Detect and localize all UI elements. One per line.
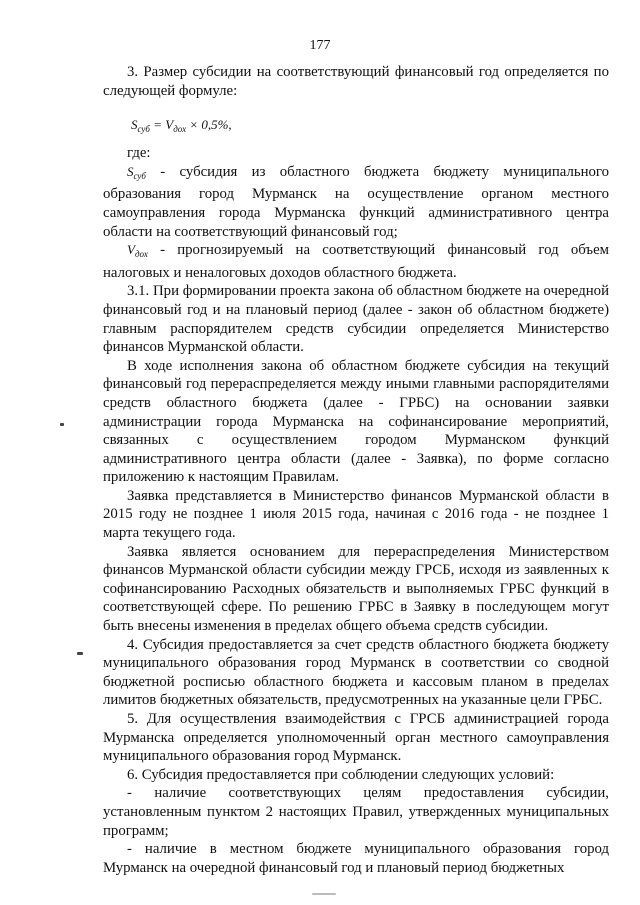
def-v-subscript: дох — [134, 249, 148, 260]
def-v-text: - прогнозируемый на соответствующий финансовый год объем налоговых и неналоговых доходов областного бюджета. — [103, 242, 609, 281]
document-body — [103, 63, 609, 877]
formula-s-symbol: S — [131, 117, 138, 133]
condition-2: - наличие в местном бюджете муниципального образования город Мурманск на очередной финансовый год и плановый период бюджетных — [103, 841, 609, 876]
paragraph-3: 3. Размер субсидии на соответствующий финансовый год определяется по следующей формуле: — [103, 64, 609, 99]
scan-speck — [77, 652, 83, 655]
paragraph-5: 5. Для осуществления взаимодействия с ГРСБ администрацией города Мурманска определяется уполномоченный орган местного самоуправления муниципального образования город Мурманск. — [103, 711, 609, 765]
def-s-subscript: суб — [133, 170, 146, 181]
paragraph-submission: Заявка представляется в Министерство финансов Мурманской области в 2015 году не позднее 1 июля 2015 года, начиная с 2016 года - не позднее 1 марта текущего года. — [103, 487, 609, 542]
scan-speck — [60, 423, 64, 426]
paragraph-basis: Заявка является основанием для перераспределения Министерством финансов Мурманской области субсидии между ГРСБ, исходя из заявленных к софинансированию Расходных обязательств и выполняемых ГРБС функций в соответствующей сфере. По решению ГРБС в Заявку в последующем могут быть внесены изменения в пределах общего объема средств субсидии. — [103, 543, 609, 635]
page-number: 177 — [309, 38, 331, 53]
def-s-text: - субсидия из областного бюджета бюджету муниципального образования город Мурманск на осуществление органом местного самоуправления города Мурманска функций административного центра области на соответствующий финансовый год; — [103, 163, 609, 240]
condition-1: - наличие соответствующих целям предоставления субсидии, установленным пунктом 2 настоящих Правил, утвержденных муниципальных программ; — [103, 785, 609, 839]
formula-rest: × 0,5%, — [186, 117, 232, 133]
subsidy-formula — [131, 116, 609, 138]
where-label: где: — [127, 145, 151, 162]
paragraph-execution: В ходе исполнения закона об областном бюджете субсидия на текущий финансовый год перераспределяется между иными главными распорядителями средств областного бюджета (далее - ГРБС) на основании заявки администрации города Мурманска на софинансирование мероприятий, связанных с осуществлением городом Мурманском функций административного центра области (далее - Заявка), по форме согласно приложению к настоящим Правилам. — [103, 357, 609, 486]
formula-equals: = — [149, 117, 166, 133]
paragraph-6: 6. Субсидия предоставляется при соблюдении следующих условий: — [127, 766, 555, 783]
scan-edge-artifact — [312, 893, 336, 895]
paragraph-4: 4. Субсидия предоставляется за счет средств областного бюджета бюджету муниципального образования город Мурманск в соответствии со сводной бюджетной росписью областного бюджета и кассовым планом в пределах лимитов бюджетных обязательств, предусмотренных на указанные цели ГРБС. — [103, 636, 609, 709]
formula-v-symbol: V — [165, 117, 174, 133]
formula-s-subscript: суб — [137, 124, 150, 135]
def-s-symbol: S — [127, 163, 134, 179]
definition-v-dox — [103, 241, 609, 282]
paragraph-3-1: 3.1. При формировании проекта закона об областном бюджете на очередной финансовый год и на плановый период (далее - закон об областном бюджете) главным распорядителем средств субсидии определяется Министерство финансов Мурманской области. — [103, 283, 609, 356]
def-v-symbol: V — [127, 242, 135, 258]
formula-v-subscript: дох — [173, 124, 187, 135]
definition-s-sub — [103, 163, 609, 241]
